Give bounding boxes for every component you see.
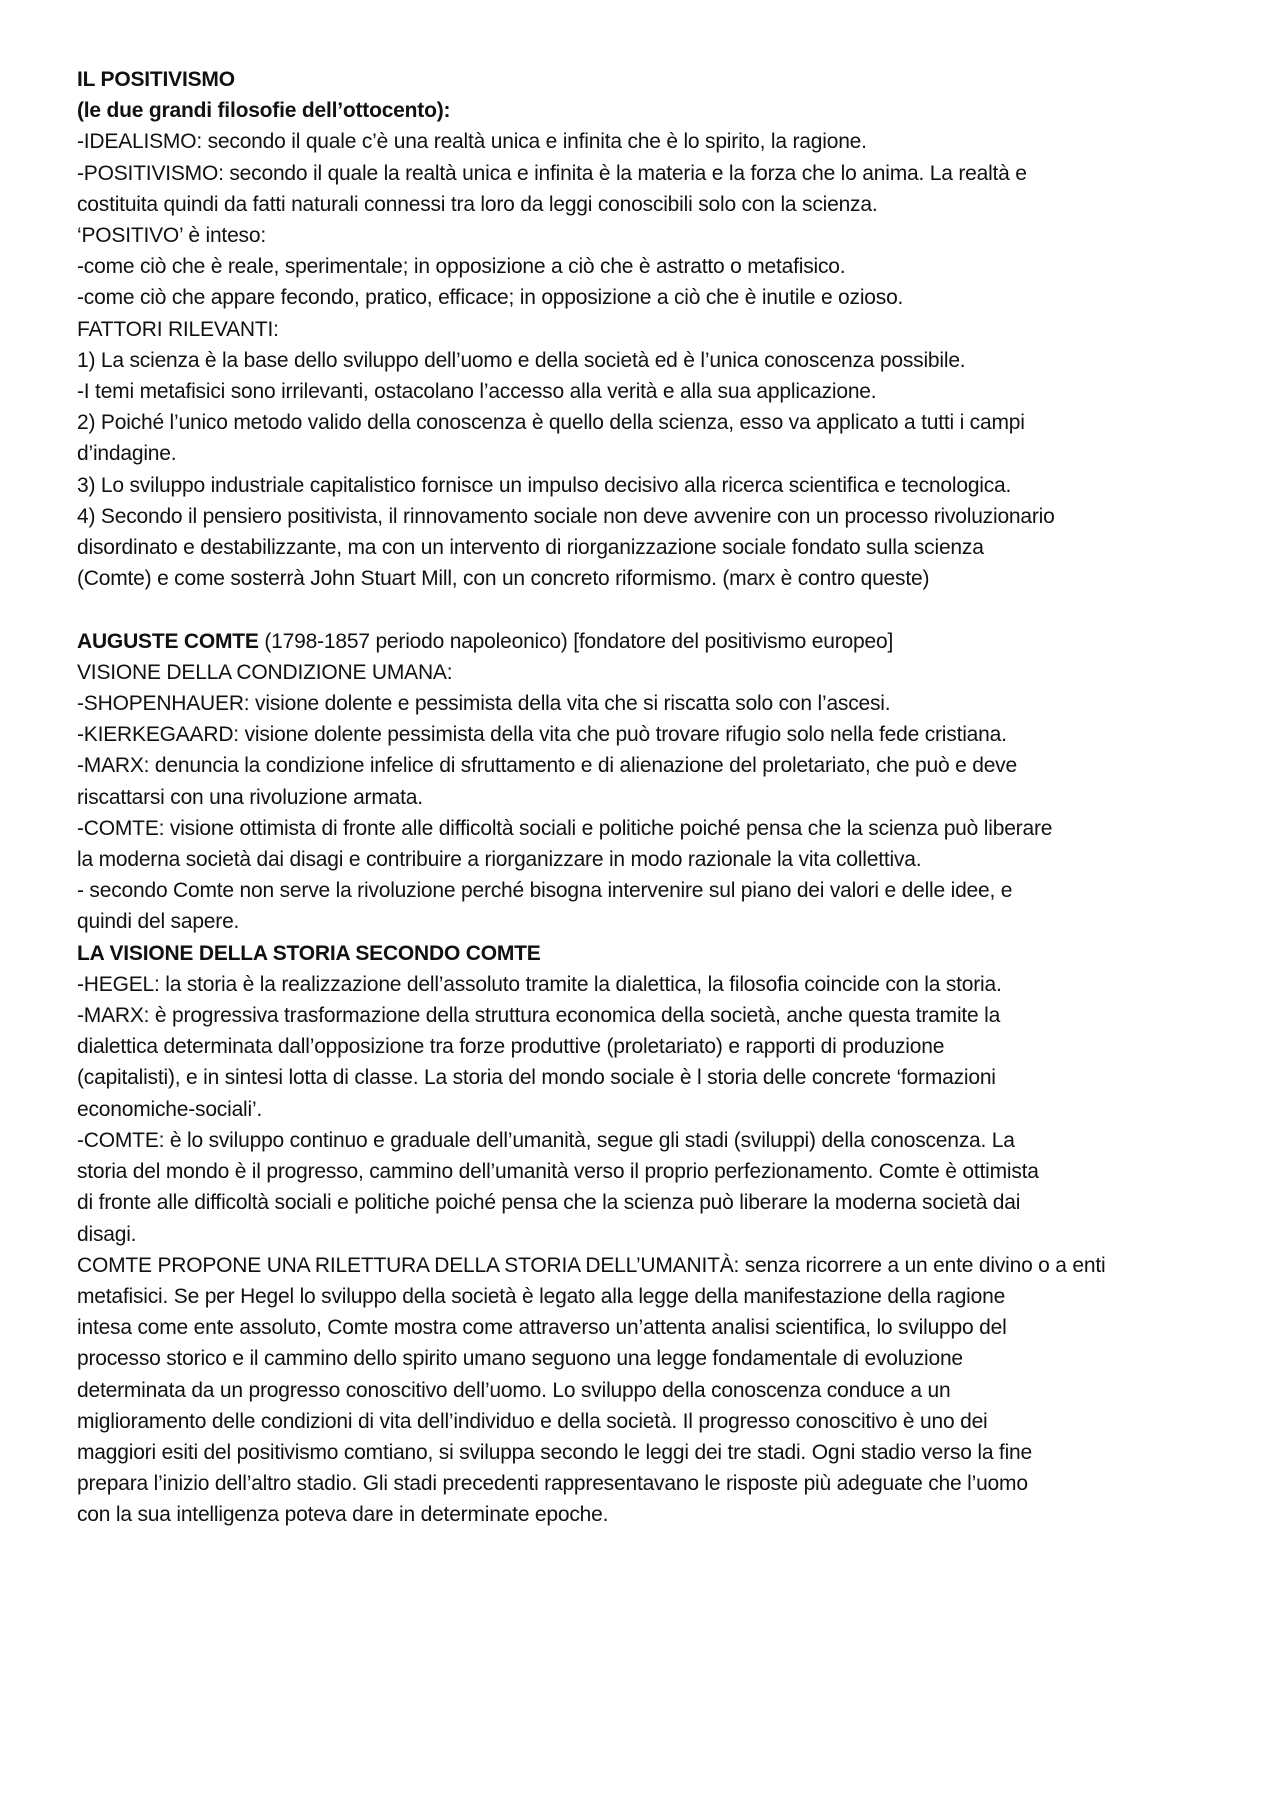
section-title: IL POSITIVISMO [77, 68, 235, 91]
text-line: disagi. [77, 1222, 137, 1246]
text-line: determinata da un progresso conoscitivo dell’uomo. Lo sviluppo della conoscenza conduce a un [77, 1378, 951, 1402]
text-line: - secondo Comte non serve la rivoluzione perché bisogna intervenire sul piano dei valori e delle idee, e [77, 879, 1013, 903]
heading-detail: (1798-1857 periodo napoleonico) [fondatore del positivismo europeo] [258, 629, 894, 653]
text-line: (capitalisti), e in sintesi lotta di classe. La storia del mondo sociale è l storia delle concrete ‘formazioni [77, 1066, 996, 1090]
text-line: -come ciò che è reale, sperimentale; in opposizione a ciò che è astratto o metafisico. [77, 255, 846, 279]
text-line: -come ciò che appare fecondo, pratico, efficace; in opposizione a ciò che è inutile e ozioso. [77, 286, 904, 310]
section-heading: LA VISIONE DELLA STORIA SECONDO COMTE [77, 941, 541, 965]
text-line: ‘POSITIVO’ è inteso: [77, 224, 266, 248]
text-line: la moderna società dai disagi e contribuire a riorganizzare in modo razionale la vita collettiva. [77, 848, 922, 872]
text-line: intesa come ente assoluto, Comte mostra come attraverso un’attenta analisi scientifica, lo sviluppo del [77, 1316, 1007, 1340]
text-line: costituita quindi da fatti naturali connessi tra loro da leggi conoscibili solo con la scienza. [77, 192, 878, 216]
text-line: di fronte alle difficoltà sociali e politiche poiché pensa che la scienza può liberare la moderna società dai [77, 1191, 1021, 1215]
heading-bold: AUGUSTE COMTE [77, 629, 259, 653]
section-heading [77, 626, 1220, 657]
text-line: -KIERKEGAARD: visione dolente pessimista della vita che può trovare rifugio solo nella fede cristiana. [77, 723, 1007, 747]
text-line: -IDEALISMO: secondo il quale c’è una realtà unica e infinita che è lo spirito, la ragione. [77, 130, 867, 154]
text-line: -SHOPENHAUER: visione dolente e pessimista della vita che si riscatta solo con l’ascesi. [77, 692, 891, 716]
text-line: miglioramento delle condizioni di vita dell’individuo e della società. Il progresso conoscitivo è uno dei [77, 1409, 988, 1433]
text-line: prepara l’inizio dell’altro stadio. Gli stadi precedenti rappresentavano le risposte più adeguate che l’uomo [77, 1472, 1028, 1496]
text-line: processo storico e il cammino dello spirito umano seguono una legge fondamentale di evoluzione [77, 1347, 963, 1371]
paragraph-spacer [77, 594, 1220, 625]
text-line: FATTORI RILEVANTI: [77, 317, 279, 341]
document-body [77, 64, 1220, 1531]
text-line: -MARX: è progressiva trasformazione della struttura economica della società, anche questa tramite la [77, 1004, 1001, 1028]
text-line: dialettica determinata dall’opposizione tra forze produttive (proletariato) e rapporti di produzione [77, 1035, 945, 1059]
text-line: -POSITIVISMO: secondo il quale la realtà unica e infinita è la materia e la forza che lo anima. La realtà e [77, 161, 1027, 185]
text-line: maggiori esiti del positivismo comtiano, si sviluppa secondo le leggi dei tre stadi. Ogni stadio verso la fine [77, 1440, 1032, 1464]
text-line: storia del mondo è il progresso, cammino dell’umanità verso il proprio perfezionamento. Comte è ottimista [77, 1160, 1039, 1184]
text-line: metafisici. Se per Hegel lo sviluppo della società è legato alla legge della manifestazione della ragione [77, 1284, 1006, 1308]
text-line: (Comte) e come sosterrà John Stuart Mill, con un concreto riformismo. (marx è contro queste) [77, 567, 930, 591]
text-line: 1) La scienza è la base dello sviluppo dell’uomo e della società ed è l’unica conoscenza possibile. [77, 348, 966, 372]
text-line: -HEGEL: la storia è la realizzazione dell’assoluto tramite la dialettica, la filosofia coincide con la storia. [77, 972, 1002, 996]
text-line: quindi del sapere. [77, 910, 240, 934]
text-line: 4) Secondo il pensiero positivista, il rinnovamento sociale non deve avvenire con un processo rivoluzionario [77, 504, 1055, 528]
text-line: riscattarsi con una rivoluzione armata. [77, 785, 423, 809]
text-line: -MARX: denuncia la condizione infelice di sfruttamento e di alienazione del proletariato, che può e deve [77, 754, 1017, 778]
text-line: COMTE PROPONE UNA RILETTURA DELLA STORIA DELL’UMANITÀ: senza ricorrere a un ente divino o a enti [77, 1253, 1106, 1277]
text-line: -COMTE: è lo sviluppo continuo e graduale dell’umanità, segue gli stadi (sviluppi) della conoscenza. La [77, 1128, 1015, 1152]
section-subtitle: (le due grandi filosofie dell’ottocento): [77, 99, 451, 123]
text-line: 3) Lo sviluppo industriale capitalistico fornisce un impulso decisivo alla ricerca scientifica e tecnologica. [77, 473, 1012, 497]
text-line: con la sua intelligenza poteva dare in determinate epoche. [77, 1503, 609, 1527]
text-line: disordinato e destabilizzante, ma con un intervento di riorganizzazione sociale fondato sulla scienza [77, 536, 984, 560]
text-line: VISIONE DELLA CONDIZIONE UMANA: [77, 660, 453, 684]
text-line: 2) Poiché l’unico metodo valido della conoscenza è quello della scienza, esso va applicato a tutti i campi [77, 411, 1025, 435]
text-line: -COMTE: visione ottimista di fronte alle difficoltà sociali e politiche poiché pensa che la scienza può liberare [77, 816, 1053, 840]
text-line: -I temi metafisici sono irrilevanti, ostacolano l’accesso alla verità e alla sua applicazione. [77, 380, 877, 404]
text-line: economiche-sociali’. [77, 1097, 263, 1121]
text-line: d’indagine. [77, 442, 177, 466]
